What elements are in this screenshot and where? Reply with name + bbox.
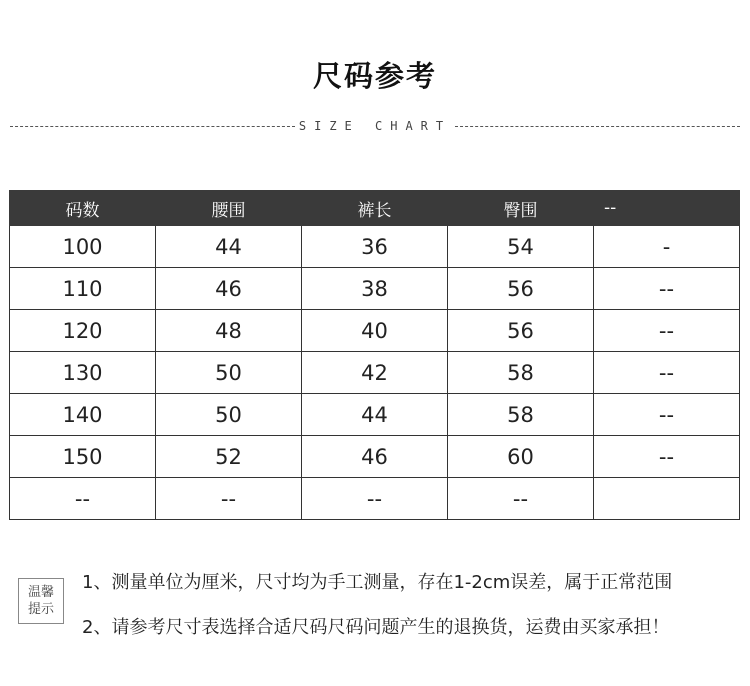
table-row xyxy=(10,226,740,268)
tips-badge-line1: 温馨 xyxy=(27,585,54,600)
page-title: 尺码参考 xyxy=(312,59,437,93)
table-header-row xyxy=(10,191,740,226)
table-cell: -- xyxy=(594,268,740,310)
table-row xyxy=(10,478,740,520)
table-cell: 44 xyxy=(302,394,448,436)
table-cell: -- xyxy=(448,478,594,520)
table-cell: -- xyxy=(594,436,740,478)
table-cell: -- xyxy=(594,352,740,394)
table-cell: 110 xyxy=(10,268,156,310)
table-cell: 120 xyxy=(10,310,156,352)
table-cell: -- xyxy=(594,310,740,352)
column-header-length: 裤长 xyxy=(302,191,448,226)
table-cell: 46 xyxy=(302,436,448,478)
table-cell: 38 xyxy=(302,268,448,310)
tip-note-2: 2、请参考尺寸表选择合适尺码尺码问题产生的退换货，运费由买家承担！ xyxy=(82,617,670,638)
column-header-hip: 臀围 xyxy=(448,191,594,226)
table-row xyxy=(10,352,740,394)
size-chart-table xyxy=(9,190,740,520)
table-cell: 50 xyxy=(156,352,302,394)
table-cell: 140 xyxy=(10,394,156,436)
column-header-extra: -- xyxy=(594,191,740,226)
table-cell: 56 xyxy=(448,268,594,310)
table-cell: 54 xyxy=(448,226,594,268)
table-cell: -- xyxy=(302,478,448,520)
table-cell: -- xyxy=(594,394,740,436)
page-subtitle: SIZE CHART xyxy=(298,119,452,133)
table-cell: 44 xyxy=(156,226,302,268)
table-cell: - xyxy=(594,226,740,268)
table-cell: 130 xyxy=(10,352,156,394)
table-row xyxy=(10,268,740,310)
subtitle-row xyxy=(10,116,740,136)
table-cell: 40 xyxy=(302,310,448,352)
table-cell: 46 xyxy=(156,268,302,310)
table-cell: -- xyxy=(156,478,302,520)
right-dashed-divider xyxy=(455,126,740,127)
table-cell: 58 xyxy=(448,394,594,436)
column-header-waist: 腰围 xyxy=(156,191,302,226)
left-dashed-divider xyxy=(10,126,295,127)
table-cell: 42 xyxy=(302,352,448,394)
tips-badge xyxy=(18,578,64,624)
table-cell: -- xyxy=(10,478,156,520)
tip-note-1: 1、测量单位为厘米，尺寸均为手工测量，存在1-2cm误差，属于正常范围 xyxy=(82,572,673,593)
table-row xyxy=(10,394,740,436)
table-cell: 60 xyxy=(448,436,594,478)
table-cell xyxy=(594,478,740,520)
table-row xyxy=(10,436,740,478)
table-cell: 58 xyxy=(448,352,594,394)
column-header-size: 码数 xyxy=(10,191,156,226)
table-cell: 56 xyxy=(448,310,594,352)
table-cell: 50 xyxy=(156,394,302,436)
tips-badge-line2: 提示 xyxy=(27,602,54,617)
table-cell: 100 xyxy=(10,226,156,268)
table-row xyxy=(10,310,740,352)
table-cell: 36 xyxy=(302,226,448,268)
table-cell: 150 xyxy=(10,436,156,478)
table-cell: 52 xyxy=(156,436,302,478)
table-cell: 48 xyxy=(156,310,302,352)
